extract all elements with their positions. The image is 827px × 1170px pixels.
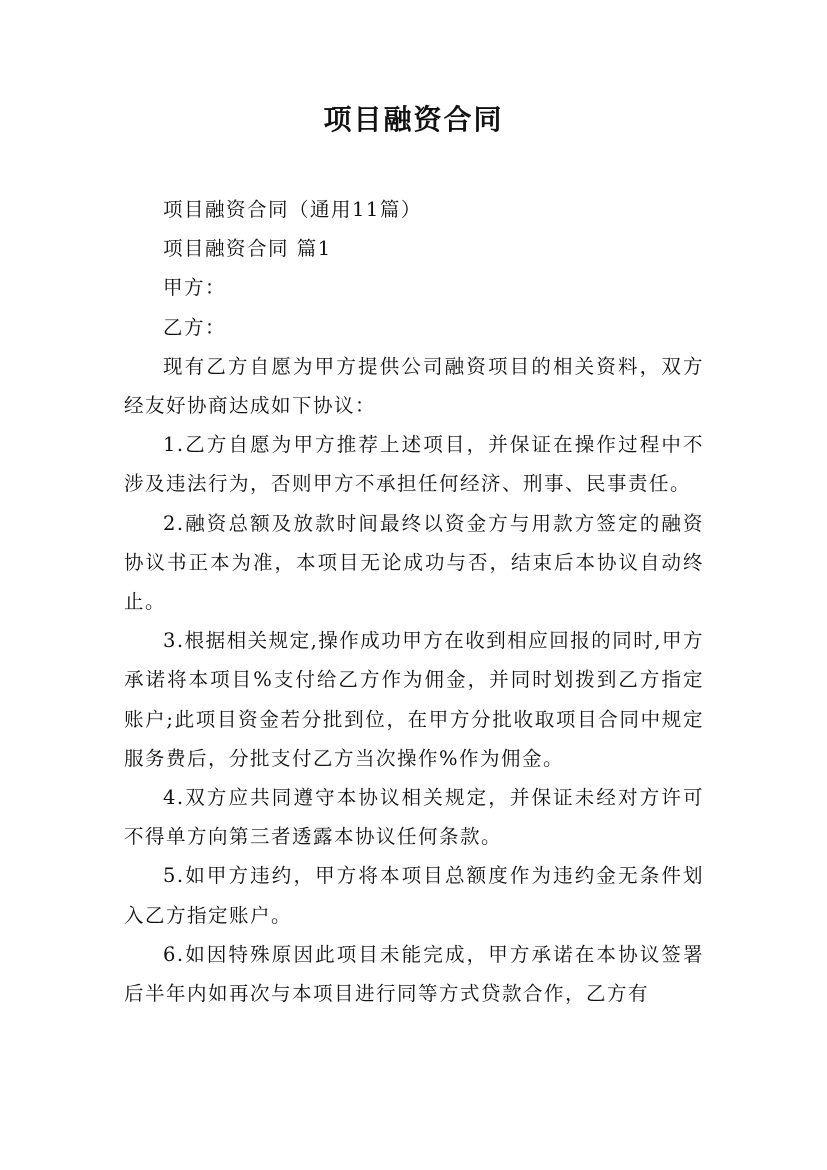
paragraph-clause-4: 4.双方应共同遵守本协议相关规定，并保证未经对方许可不得单方向第三者透露本协议任何条款。 bbox=[124, 786, 704, 849]
paragraph-section-heading: 项目融资合同 篇1 bbox=[163, 237, 332, 261]
paragraph-clause-2: 2.融资总额及放款时间最终以资金方与用款方签定的融资协议书正本为准，本项目无论成功与否，结束后本协议自动终止。 bbox=[124, 511, 704, 614]
paragraph-subtitle: 项目融资合同（通用11篇） bbox=[163, 198, 422, 221]
paragraph-party-b: 乙方： bbox=[163, 315, 227, 339]
paragraph-clause-3: 3.根据相关规定,操作成功甲方在收到相应回报的同时,甲方承诺将本项目%支付给乙方作为佣金，并同时划拨到乙方指定账户;此项目资金若分批到位，在甲方分批收取项目合同中规定服务费后，分批支付乙方当次操作%作为佣金。 bbox=[124, 629, 705, 770]
paragraph-clause-1: 1.乙方自愿为甲方推荐上述项目，并保证在操作过程中不涉及违法行为，否则甲方不承担任何经济、刑事、民事责任。 bbox=[124, 433, 704, 496]
paragraph-clause-5: 5.如甲方违约，甲方将本项目总额度作为违约金无条件划入乙方指定账户。 bbox=[124, 864, 704, 927]
document-title: 项目融资合同 bbox=[323, 103, 504, 136]
document-body bbox=[124, 190, 704, 1013]
paragraph-intro: 现有乙方自愿为甲方提供公司融资项目的相关资料，双方经友好协商达成如下协议： bbox=[124, 354, 704, 418]
paragraph-clause-6: 6.如因特殊原因此项目未能完成，甲方承诺在本协议签署后半年内如再次与本项目进行同等方式贷款合作，乙方有 bbox=[124, 942, 704, 1006]
paragraph-party-a: 甲方： bbox=[163, 276, 227, 300]
